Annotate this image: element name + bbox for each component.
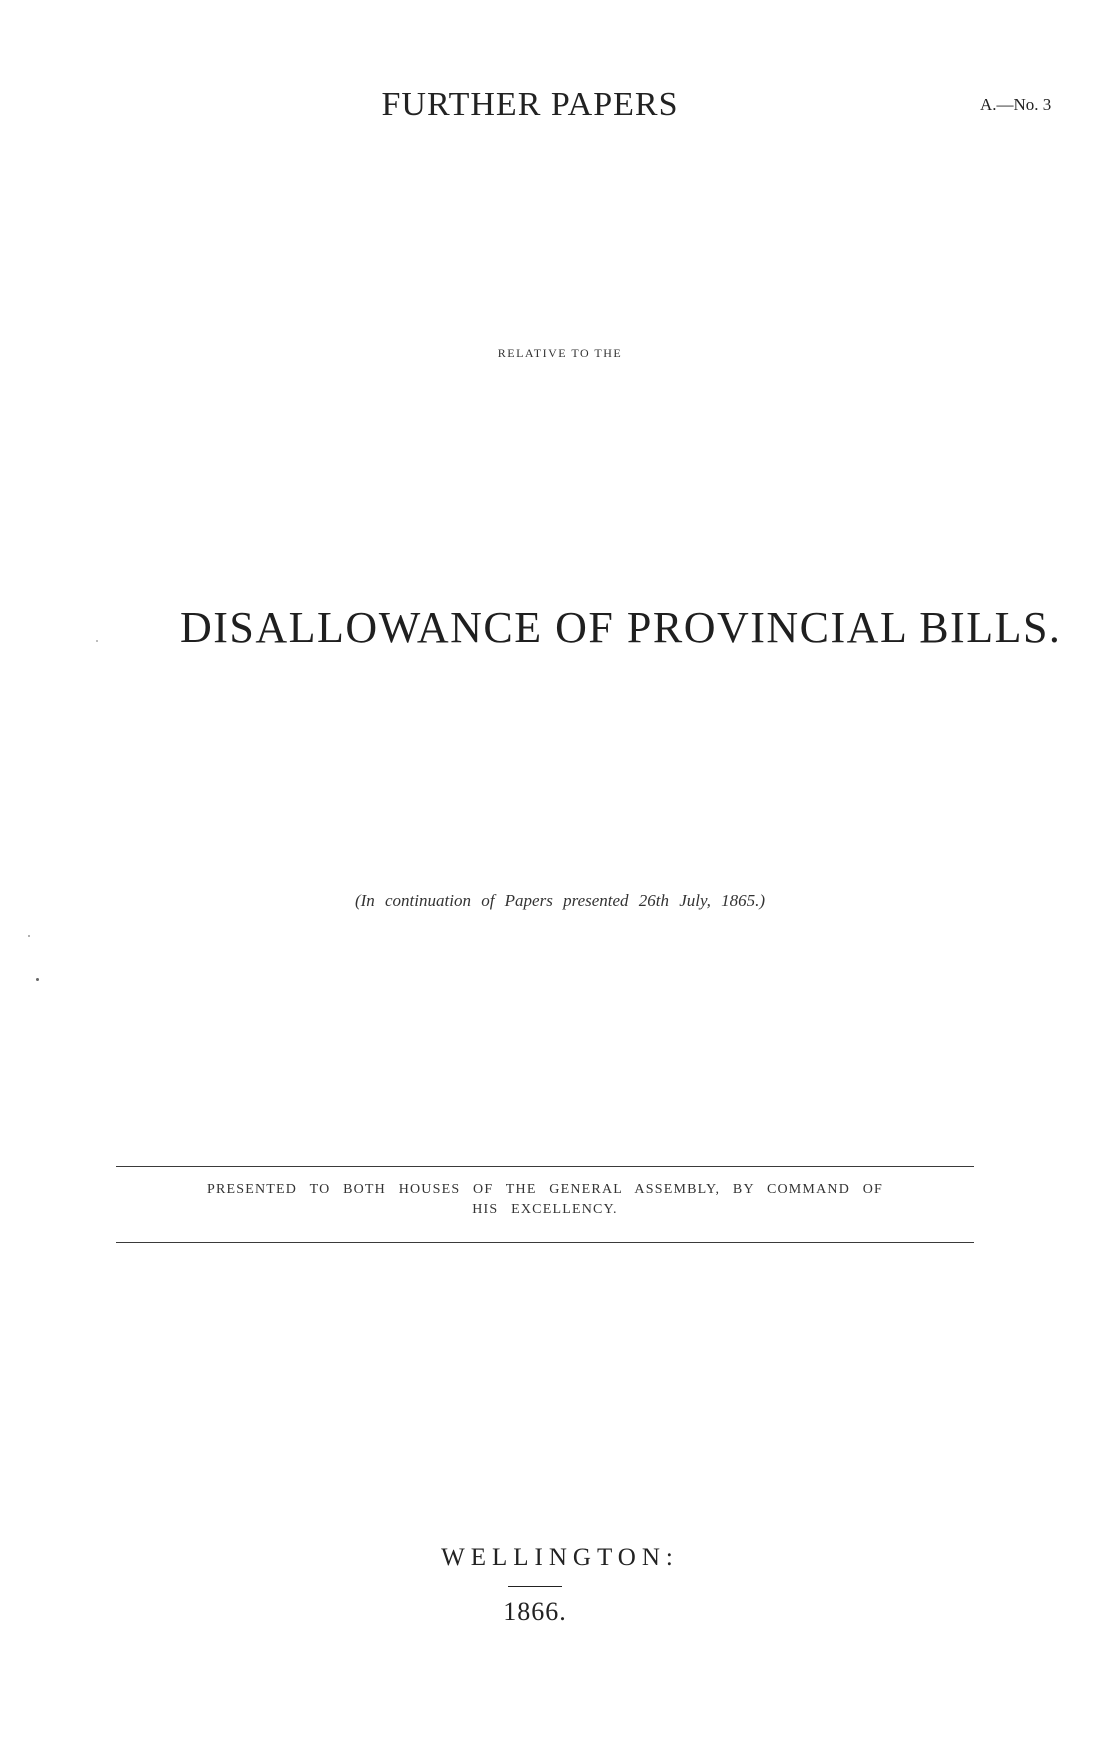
presented-line-2: HIS EXCELLENCY. [472, 1202, 618, 1217]
imprint-rule [508, 1586, 562, 1587]
relative-to-line: RELATIVE TO THE [497, 346, 623, 360]
continuation-note: (In continuation of Papers presented 26th July, 1865.) [354, 891, 766, 910]
bottom-rule [116, 1242, 974, 1243]
paper-speck [28, 935, 30, 937]
top-rule [116, 1166, 974, 1167]
document-reference-number: A.—No. 3 [980, 95, 1052, 114]
presented-line-1: PRESENTED TO BOTH HOUSES OF THE GENERAL ASSEMBLY, BY COMMAND OF [206, 1182, 884, 1197]
document-title: DISALLOWANCE OF PROVINCIAL BILLS. [180, 603, 1062, 652]
presented-statement [150, 1180, 940, 1220]
document-heading: FURTHER PAPERS [381, 86, 679, 123]
paper-speck [96, 640, 98, 642]
publication-year: 1866. [503, 1597, 567, 1626]
paper-speck [36, 978, 39, 981]
publication-place: WELLINGTON: [441, 1544, 679, 1571]
